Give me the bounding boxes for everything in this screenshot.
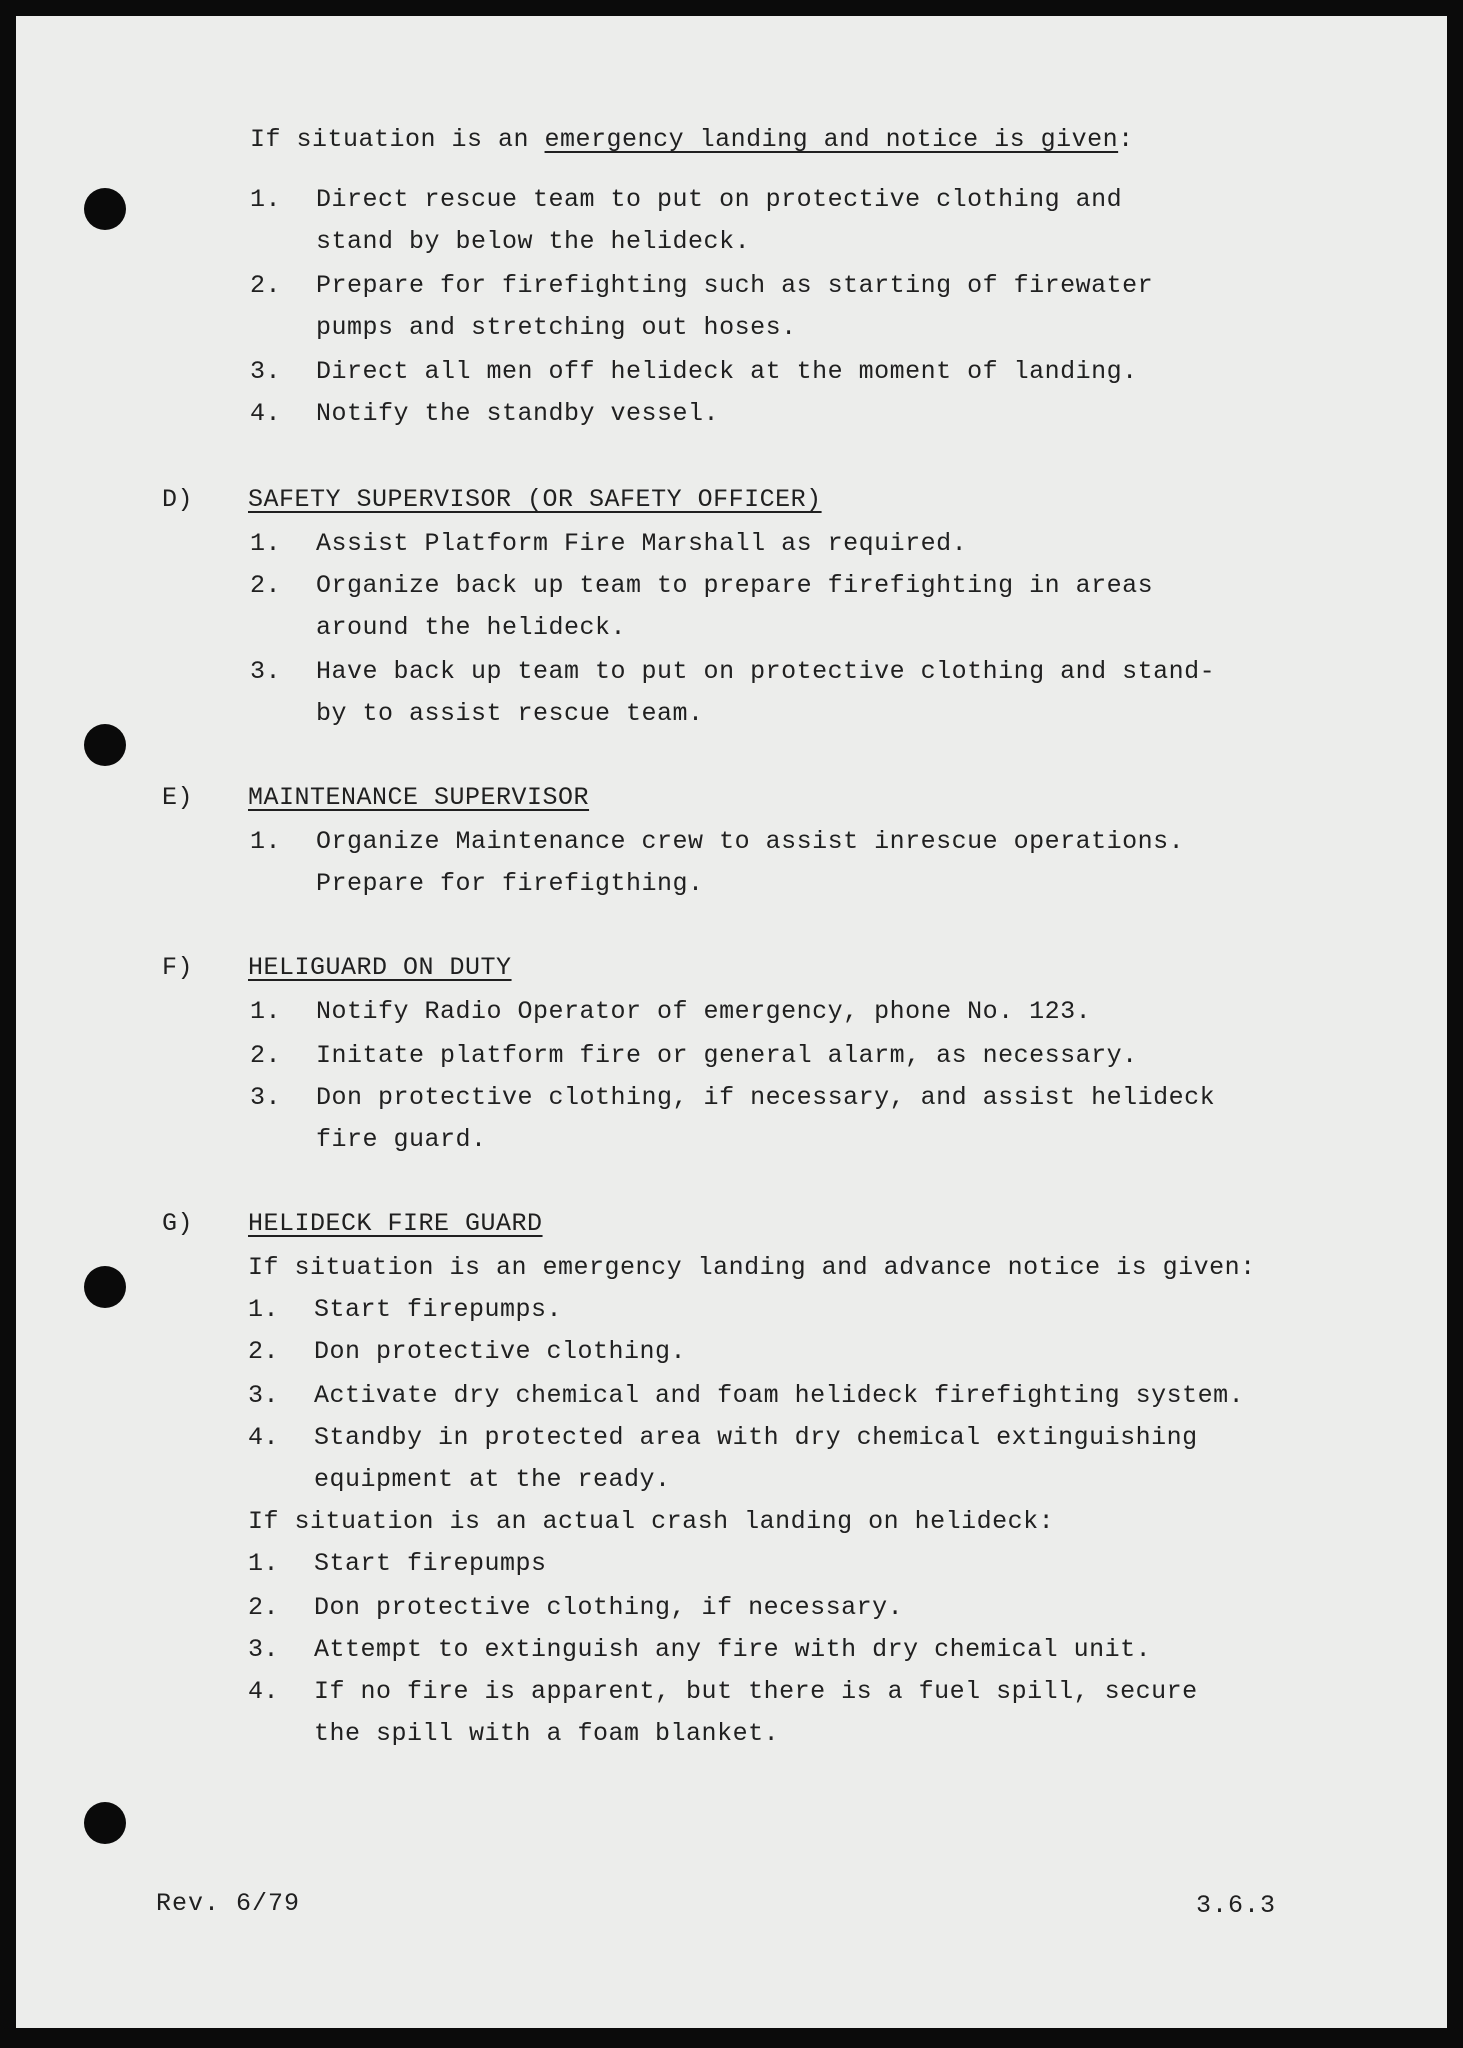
list-number: 1. (250, 185, 282, 214)
sub-intro: If situation is an emergency landing and advance notice is given: (248, 1253, 1256, 1282)
list-item: Standby in protected area with dry chemical extinguishing (314, 1423, 1198, 1452)
list-item: Don protective clothing. (314, 1337, 687, 1366)
intro-line: If situation is an emergency landing and notice is given: (250, 125, 1134, 154)
list-number: 3. (250, 357, 282, 386)
list-item: by to assist rescue team. (316, 699, 704, 728)
page-number: 3.6.3 (1196, 1891, 1277, 1920)
section-title: HELIGUARD ON DUTY (248, 953, 512, 982)
list-item: Start firepumps. (314, 1295, 563, 1324)
sub-intro: If situation is an actual crash landing on helideck: (248, 1507, 1055, 1536)
list-item: stand by below the helideck. (316, 227, 751, 256)
list-item: Organize back up team to prepare firefighting in areas (316, 571, 1154, 600)
list-item: Notify the standby vessel. (316, 399, 720, 428)
list-item: around the helideck. (316, 613, 627, 642)
list-number: 3. (248, 1381, 280, 1410)
section-letter: E) (162, 783, 194, 812)
list-number: 1. (250, 997, 282, 1026)
punch-hole (84, 1802, 126, 1844)
section-title: SAFETY SUPERVISOR (OR SAFETY OFFICER) (248, 485, 822, 514)
list-item: Direct rescue team to put on protective clothing and (316, 185, 1123, 214)
list-number: 2. (250, 1041, 282, 1070)
revision-label: Rev. 6/79 (156, 1889, 301, 1918)
section-letter: G) (162, 1209, 194, 1238)
list-number: 3. (250, 657, 282, 686)
section-title: MAINTENANCE SUPERVISOR (248, 783, 590, 812)
list-item: Prepare for firefigthing. (316, 869, 704, 898)
list-item: Organize Maintenance crew to assist inrescue operations. (316, 827, 1185, 856)
list-number: 4. (250, 399, 282, 428)
punch-hole (84, 188, 126, 230)
list-number: 2. (248, 1593, 280, 1622)
list-item: Initate platform fire or general alarm, as necessary. (316, 1041, 1138, 1070)
list-item: equipment at the ready. (314, 1465, 671, 1494)
list-item: fire guard. (316, 1125, 487, 1154)
list-number: 1. (250, 827, 282, 856)
list-number: 1. (248, 1549, 280, 1578)
list-item: Don protective clothing, if necessary. (314, 1593, 904, 1622)
list-number: 2. (250, 571, 282, 600)
punch-hole (84, 724, 126, 766)
list-item: Notify Radio Operator of emergency, phone No. 123. (316, 997, 1092, 1026)
section-title: HELIDECK FIRE GUARD (248, 1209, 543, 1238)
list-item: Start firepumps (314, 1549, 547, 1578)
list-item: Direct all men off helideck at the moment of landing. (316, 357, 1138, 386)
list-number: 4. (248, 1423, 280, 1452)
section-letter: D) (162, 485, 194, 514)
list-item: Activate dry chemical and foam helideck firefighting system. (314, 1381, 1245, 1410)
list-number: 1. (248, 1295, 280, 1324)
section-letter: F) (162, 953, 194, 982)
list-item: Prepare for firefighting such as starting of firewater (316, 271, 1154, 300)
list-number: 4. (248, 1677, 280, 1706)
list-number: 2. (248, 1337, 280, 1366)
list-item: Don protective clothing, if necessary, and assist helideck (316, 1083, 1216, 1112)
list-number: 3. (248, 1635, 280, 1664)
list-item: Have back up team to put on protective clothing and stand- (316, 657, 1216, 686)
list-number: 2. (250, 271, 282, 300)
punch-hole (84, 1266, 126, 1308)
list-item: If no fire is apparent, but there is a fuel spill, secure (314, 1677, 1198, 1706)
list-number: 1. (250, 529, 282, 558)
document-page (16, 16, 1447, 2028)
list-item: Attempt to extinguish any fire with dry chemical unit. (314, 1635, 1152, 1664)
list-item: pumps and stretching out hoses. (316, 313, 797, 342)
list-item: Assist Platform Fire Marshall as required. (316, 529, 968, 558)
intro-underlined: emergency landing and notice is given (544, 125, 1119, 154)
list-number: 3. (250, 1083, 282, 1112)
list-item: the spill with a foam blanket. (314, 1719, 780, 1748)
